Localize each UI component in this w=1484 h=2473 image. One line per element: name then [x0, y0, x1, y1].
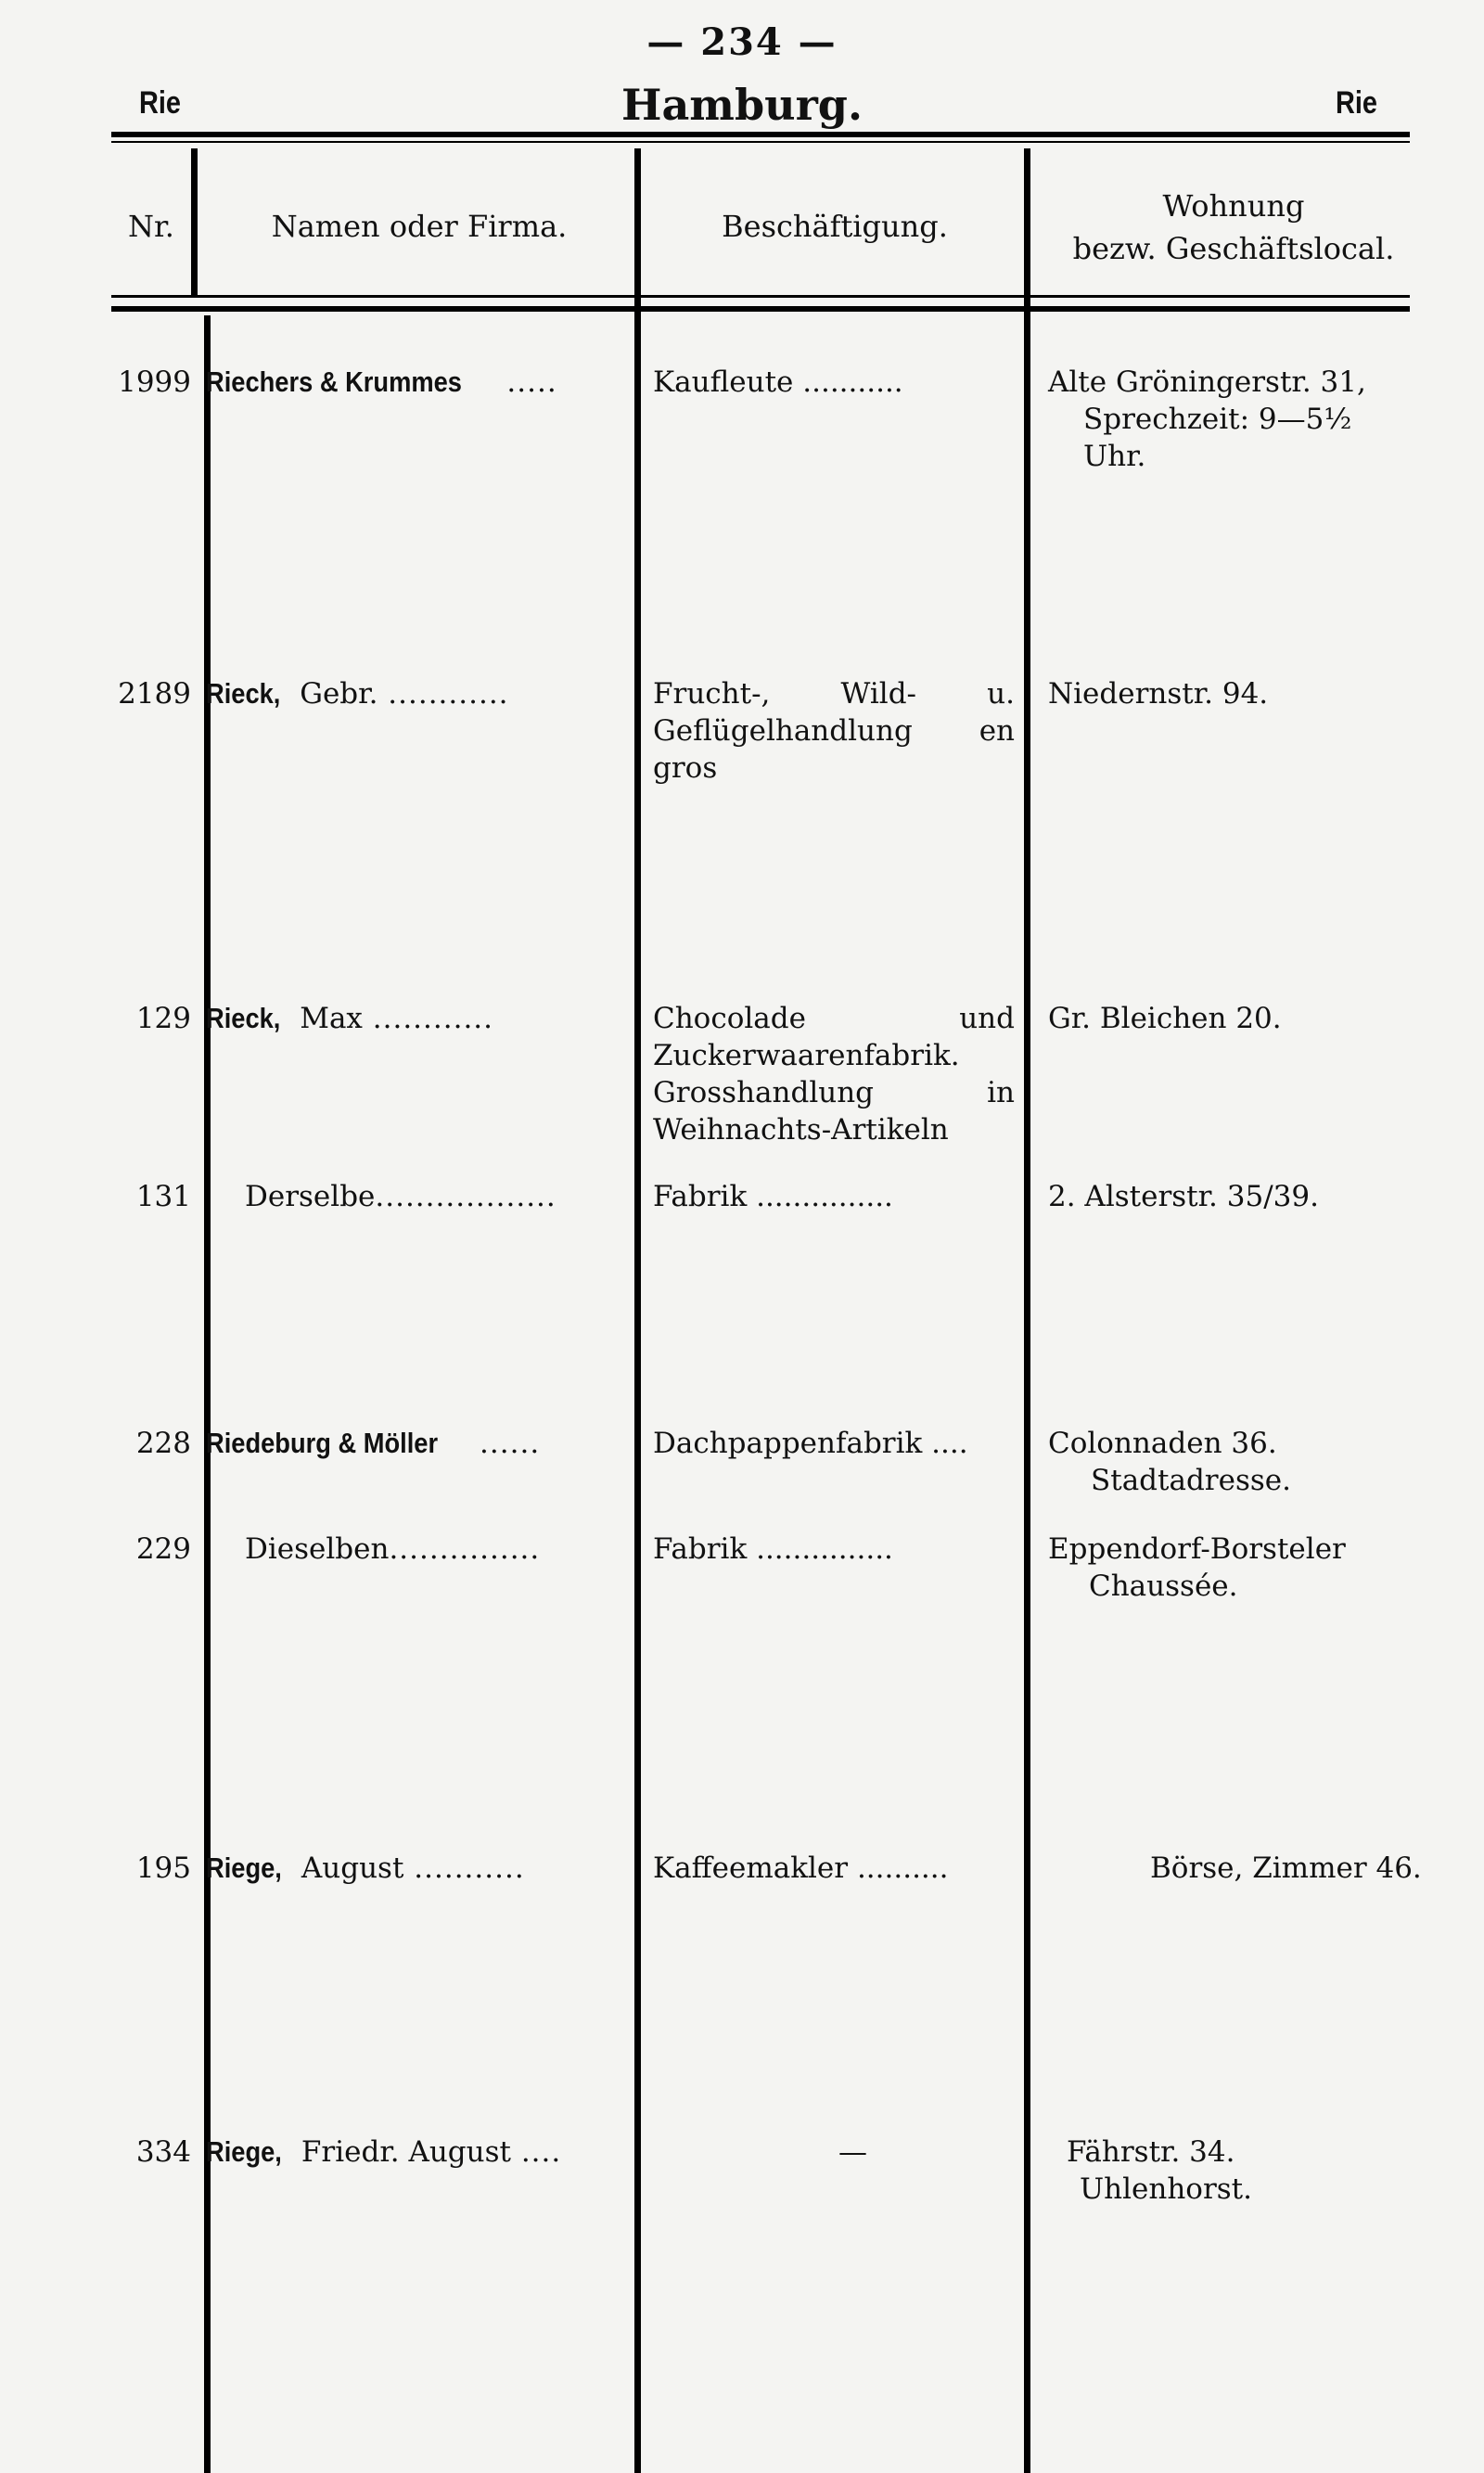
column-header-nr: Nr. — [128, 209, 174, 244]
entry-name-leader: ..... — [496, 365, 557, 399]
entry-name — [206, 1000, 634, 1037]
entry-number: 229 — [135, 1532, 191, 1566]
entry-name-bold: Riege, — [206, 1852, 282, 1884]
entry-address-line: Uhlenhorst. — [1080, 2172, 1252, 2206]
column-rule-1 — [191, 148, 198, 297]
entry-address-line: Alte Gröningerstr. 31, — [1048, 365, 1366, 399]
entry-name-bold: Rieck, — [206, 1002, 281, 1034]
entry-name — [206, 1425, 634, 1462]
entry-address — [1048, 1000, 1456, 1037]
entry-address-line: Fährstr. 34. — [1067, 2135, 1235, 2169]
entry-number: 195 — [135, 1852, 191, 1885]
entry-name — [206, 1531, 634, 1568]
entry-address-line: Chaussée. — [1089, 1570, 1238, 1603]
entry-address-line: Börse, Zimmer 46. — [1150, 1852, 1422, 1885]
entry-address — [1048, 2133, 1456, 2208]
entry-name-rest: Derselbe — [245, 1180, 376, 1213]
entry-occupation: Fabrik ............... — [653, 1180, 893, 1213]
header-rule-thick — [111, 306, 1410, 312]
entry-name-bold: Rieck, — [206, 677, 281, 710]
entry-address-line: Colonnaden 36. — [1048, 1427, 1277, 1460]
entry-address — [1048, 1531, 1456, 1605]
column-header-occupation: Beschäftigung. — [722, 209, 948, 244]
entry-name — [206, 364, 634, 401]
entry-address — [1048, 675, 1456, 712]
entry-occupation: Kaffeemakler .......... — [653, 1852, 949, 1885]
entry-name-bold: Riege, — [206, 2135, 282, 2168]
entry-number: 334 — [135, 2135, 191, 2169]
entry-name-leader: .................. — [375, 1180, 556, 1213]
entry-name — [206, 1850, 634, 1887]
entry-address-line: Sprechzeit: 9—5½ — [1083, 403, 1352, 436]
entry-occupation: — — [838, 2135, 867, 2169]
entry-address — [1048, 1425, 1456, 1499]
entry-name-leader: ........... — [403, 1852, 525, 1885]
page-number: — 234 — — [646, 20, 838, 64]
entry-number: 2189 — [118, 677, 191, 711]
entry-name-leader: ............... — [389, 1532, 541, 1566]
entry-occupation: Fabrik ............... — [653, 1532, 893, 1566]
entry-address-line: Stadtadresse. — [1091, 1464, 1291, 1497]
entry-address-line: 2. Alsterstr. 35/39. — [1048, 1180, 1319, 1213]
entry-address-line: Niedernstr. 94. — [1048, 677, 1269, 711]
entry-name-leader: ............ — [377, 677, 509, 711]
entry-name-rest: Max — [290, 1002, 363, 1035]
entry-occupation: Kaufleute ........... — [653, 365, 903, 399]
entry-name-rest: Gebr. — [290, 677, 378, 711]
top-rule — [111, 132, 1410, 137]
entry-name — [206, 1178, 634, 1215]
column-rule-3 — [1024, 148, 1030, 2473]
entry-name — [206, 2133, 634, 2171]
entry-name-bold: Riedeburg & Möller — [206, 1427, 439, 1459]
entry-number: 1999 — [118, 365, 191, 399]
city-heading: Hamburg. — [621, 80, 863, 130]
column-header-name: Namen oder Firma. — [271, 209, 568, 244]
entry-address-line: Uhr. — [1083, 440, 1146, 473]
entry-name-rest: Friedr. August — [292, 2135, 511, 2169]
entry-address-line: Gr. Bleichen 20. — [1048, 1002, 1282, 1035]
entry-address — [1048, 364, 1456, 475]
entry-name-bold: Riechers & Krummes — [206, 365, 462, 398]
entry-name-leader: ............ — [362, 1002, 494, 1035]
column-header-address-2: bezw. Geschäftslocal. — [1072, 231, 1395, 266]
entry-name — [206, 675, 634, 712]
entry-number: 131 — [135, 1180, 191, 1213]
entry-name-rest: August — [292, 1852, 404, 1885]
top-rule-thin — [111, 141, 1410, 143]
entry-name-leader: .... — [510, 2135, 562, 2169]
column-header-address-1: Wohnung — [1162, 188, 1305, 224]
entry-name-rest: Dieselben — [245, 1532, 390, 1566]
header-rule — [111, 295, 1410, 298]
entry-name-leader: ...... — [469, 1427, 541, 1460]
entry-occupation: Frucht-, Wild- u. Geflügelhandlung en gros — [653, 677, 1015, 785]
entry-address — [1048, 1178, 1456, 1215]
running-head-left: Rie — [139, 85, 181, 121]
entry-occupation: Chocolade und Zuckerwaarenfabrik. Grosshandlung in Weihnachts-Artikeln — [653, 1002, 1015, 1147]
entry-number: 129 — [135, 1002, 191, 1035]
entry-address — [1048, 1850, 1456, 1887]
entry-number: 228 — [135, 1427, 191, 1460]
entry-address-line: Eppendorf-Borsteler — [1048, 1532, 1346, 1566]
column-rule-2 — [634, 148, 641, 2473]
running-head-right: Rie — [1336, 85, 1377, 121]
entry-occupation: Dachpappenfabrik .... — [653, 1427, 968, 1460]
